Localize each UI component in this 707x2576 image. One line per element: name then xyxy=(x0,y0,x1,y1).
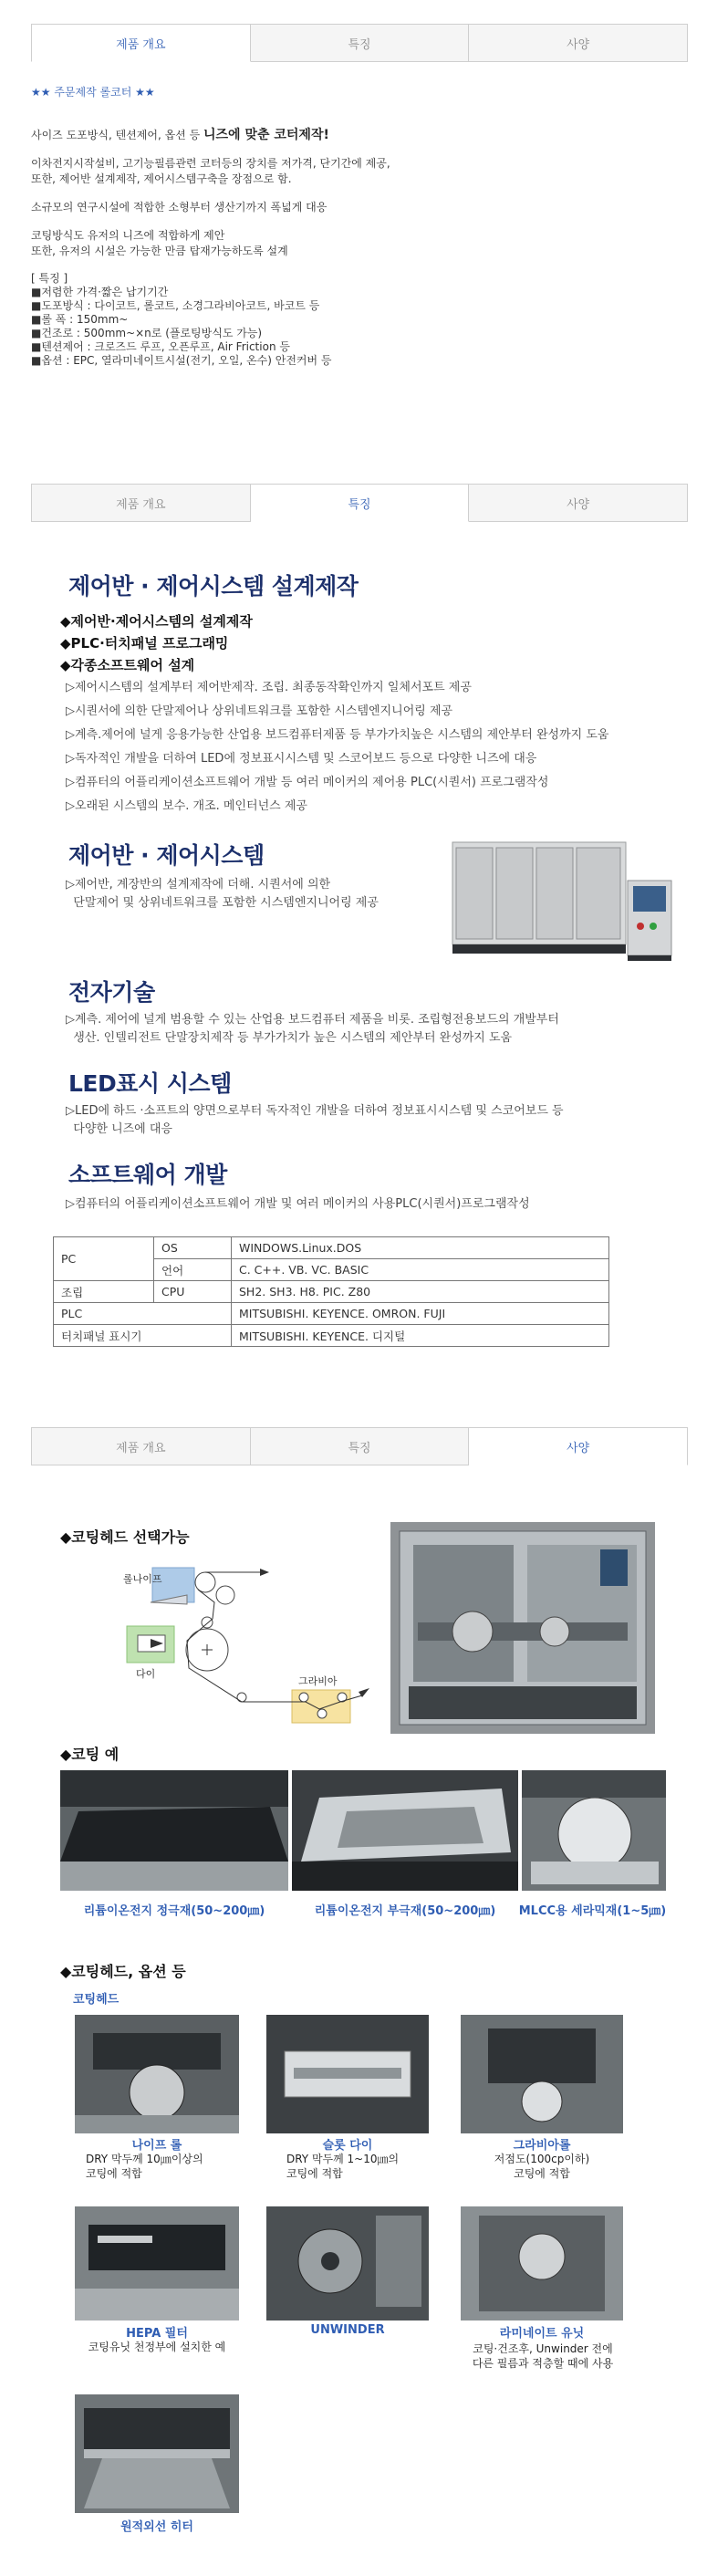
p3-line: 소규모의 연구시설에 적합한 소형부터 생산기까지 폭넓게 대응 xyxy=(31,201,328,214)
example-label: 리튬이온전지 부극재(50~200㎛) xyxy=(314,1904,496,1918)
tab-overview[interactable]: 제품 개요 xyxy=(31,484,251,521)
table-cell: 조립 xyxy=(54,1281,154,1303)
heading-electronics: 전자기술 xyxy=(68,979,155,1006)
software-text: ▷컴퓨터의 어플리케이션소프트웨어 개발 및 여러 메이커의 사용PLC(시퀀서)프로그램작성 xyxy=(66,1197,530,1211)
bullet-item: ◆각종소프트웨어 설계 xyxy=(60,657,195,673)
feature-item: ■도포방식 : 다이코트, 롤코트, 소경그라비아코트, 바코트 등 xyxy=(31,299,320,312)
table-cell: OS xyxy=(154,1237,232,1259)
coating-machine-photo xyxy=(390,1522,655,1734)
item-desc xyxy=(461,2152,623,2181)
table-row xyxy=(54,1303,609,1325)
table-cell: PC xyxy=(54,1237,154,1281)
label-gravure: 그라비아 xyxy=(298,1675,338,1687)
heading-control-system: 제어반 · 제어시스템 xyxy=(68,842,265,869)
heading-coating-examples: ◆코팅 예 xyxy=(60,1746,120,1763)
features-title: [ 특징 ] xyxy=(31,272,68,285)
tab-spec[interactable]: 사양 xyxy=(469,484,688,521)
overview-p3 xyxy=(31,200,688,215)
tab-overview[interactable]: 제품 개요 xyxy=(31,24,251,62)
heading-control-design: 제어반 · 제어시스템 설계제작 xyxy=(68,573,359,600)
text-line: ▷LED에 하드 ·소프트의 양면으로부터 독자적인 개발을 더하여 정보표시시스템 및 스코어보드 등 xyxy=(66,1104,564,1118)
table-cell: 터치패널 표시기 xyxy=(54,1325,232,1347)
text-line: 단말제어 및 상위네트워크를 포함한 시스템엔지니어링 제공 xyxy=(66,896,379,910)
example-label: MLCC용 세라믹재(1~5㎛) xyxy=(518,1904,667,1918)
control-panel-photo xyxy=(445,826,678,967)
coating-head-label: 코팅헤드 xyxy=(73,1993,120,2007)
laminate-unit-photo xyxy=(461,2206,623,2320)
table-cell: 언어 xyxy=(154,1259,232,1281)
text-line: ▷제어반, 계장반의 설계제작에 더해. 시퀀서에 의한 xyxy=(66,878,331,892)
heading-coating-options: ◆코팅헤드, 옵션 등 xyxy=(60,1963,186,1980)
feature-detail: ▷시퀀서에 의한 단말제어나 상위네트워크를 포함한 시스템엔지니어링 제공 xyxy=(66,704,453,718)
table-row xyxy=(54,1237,609,1259)
p4-line: 코팅방식도 유저의 니즈에 적합하게 제안 xyxy=(31,229,225,242)
control-system-text xyxy=(66,876,379,913)
tab-features[interactable]: 특징 xyxy=(251,484,470,522)
bullet-item: ◆제어반·제어시스템의 설계제작 xyxy=(60,613,253,630)
tab-bar-overview xyxy=(31,24,688,62)
table-cell: MITSUBISHI. KEYENCE. 디지털 xyxy=(232,1325,609,1347)
item-desc: 코팅유닛 천정부에 설치한 예 xyxy=(88,2341,226,2353)
software-spec-table xyxy=(53,1236,609,1347)
tab-bar-features xyxy=(31,484,688,522)
feature-item: ■롤 폭 : 150mm~ xyxy=(31,313,129,326)
desc-line: DRY 막두께 10㎛이상의 xyxy=(86,2153,203,2165)
label-knife-roll: 롤나이프 xyxy=(123,1573,162,1585)
item-label: 라미네이트 유닛 xyxy=(499,2327,585,2341)
example-photo-cathode xyxy=(60,1770,288,1891)
feature-detail: ▷제어시스템의 설계부터 제어반제작. 조립. 최종동작확인까지 일체서포트 제공 xyxy=(66,681,472,694)
intro-prefix: 사이즈 도포방식, 텐션제어, 옵션 등 xyxy=(31,129,203,141)
desc-line: 코팅에 적합 xyxy=(86,2167,142,2180)
feature-detail: ▷독자적인 개발을 더하여 LED에 정보표시시스템 및 스코어보드 등으로 다양한 니즈에 대응 xyxy=(66,752,537,766)
desc-line: 코팅·건조후, Unwinder 전에 xyxy=(473,2342,613,2355)
tab-features[interactable]: 특징 xyxy=(251,24,470,61)
p4-line: 또한, 유저의 시설은 가능한 만큼 탑재가능하도록 설계 xyxy=(31,245,288,257)
p2-line: 이차전지시작설비, 고기능필름관련 코터등의 장치를 저가격, 단기간에 제공, xyxy=(31,157,390,170)
feature-item: ■옵션 : EPC, 열라미네이트시설(전기, 오일, 온수) 안전커버 등 xyxy=(31,354,332,367)
table-cell: CPU xyxy=(154,1281,232,1303)
item-desc xyxy=(75,2152,221,2181)
table-row xyxy=(54,1281,609,1303)
desc-line: 저점도(100cp이하) xyxy=(494,2153,590,2165)
feature-item: ■건조로 : 500mm~×n로 (플로팅방식도 가능) xyxy=(31,327,263,339)
item-label: UNWINDER xyxy=(310,2323,385,2337)
item-label: 그라비아롤 xyxy=(513,2139,571,2153)
overview-p4 xyxy=(31,228,688,259)
item-label: HEPA 필터 xyxy=(126,2327,188,2341)
tab-spec[interactable]: 사양 xyxy=(469,24,688,61)
text-line: ▷계측. 제어에 널게 범용할 수 있는 산업용 보드컴퓨터 제품을 비롯. 조립형전용보드의 개발부터 xyxy=(66,1013,559,1027)
p2-line: 또한, 제어반 설계제작, 제어시스템구축을 장점으로 함. xyxy=(31,172,292,185)
feature-item: ■저렴한 가격·짧은 납기기간 xyxy=(31,286,169,298)
item-desc xyxy=(452,2341,634,2371)
tab-overview[interactable]: 제품 개요 xyxy=(31,1427,251,1465)
features-list xyxy=(31,272,688,368)
table-cell: MITSUBISHI. KEYENCE. OMRON. FUJI xyxy=(232,1303,609,1325)
desc-line: DRY 막두께 1~10㎛의 xyxy=(286,2153,400,2165)
intro-strong: 니즈에 맞춘 코터제작! xyxy=(203,128,329,142)
text-line: 다양한 니즈에 대응 xyxy=(66,1122,172,1136)
table-cell: PLC xyxy=(54,1303,232,1325)
tab-spec[interactable]: 사양 xyxy=(469,1427,688,1465)
table-cell: C. C++. VB. VC. BASIC xyxy=(232,1259,609,1281)
custom-label: ★★ 주문제작 롤코터 ★★ xyxy=(31,86,155,99)
example-photo-mlcc xyxy=(522,1770,666,1891)
example-label: 리튬이온전지 정극재(50~200㎛) xyxy=(83,1904,265,1918)
feature-detail: ▷컴퓨터의 어플리케이션소프트웨어 개발 등 여러 메이커의 제어용 PLC(시퀀서) 프로그램작성 xyxy=(66,776,549,789)
overview-p2 xyxy=(31,156,688,187)
item-desc xyxy=(266,2152,429,2181)
intro-line xyxy=(31,128,688,143)
unwinder-photo xyxy=(266,2206,429,2320)
feature-detail: ▷계측.제어에 널게 응용가능한 산업용 보드컴퓨터제품 등 부가가치높은 시스템의 제안부터 완성까지 도움 xyxy=(66,728,609,742)
example-photo-anode xyxy=(292,1770,518,1891)
heading-software: 소프트웨어 개발 xyxy=(68,1162,227,1188)
desc-line: 코팅에 적합 xyxy=(514,2167,570,2180)
led-text xyxy=(66,1102,564,1139)
far-infrared-heater-photo xyxy=(75,2394,239,2513)
heading-led: LED표시 시스템 xyxy=(68,1070,232,1097)
bullet-item: ◆PLC·터치패널 프로그래밍 xyxy=(60,635,229,652)
tab-bar-spec xyxy=(31,1427,688,1465)
heading-coating-head-select: ◆코팅헤드 선택가능 xyxy=(60,1528,190,1546)
feature-detail: ▷오래된 시스템의 보수. 개조. 메인터넌스 제공 xyxy=(66,799,307,813)
table-row xyxy=(54,1325,609,1347)
electronics-text xyxy=(66,1011,559,1048)
tab-features[interactable]: 특징 xyxy=(251,1427,470,1465)
feature-item: ■텐션제어 : 크로즈드 루프, 오픈루프, Air Friction 등 xyxy=(31,340,290,353)
overview-section xyxy=(31,85,688,368)
table-cell: SH2. SH3. H8. PIC. Z80 xyxy=(232,1281,609,1303)
table-cell: WINDOWS.Linux.DOS xyxy=(232,1237,609,1259)
desc-line: 코팅에 적합 xyxy=(286,2167,343,2180)
item-label: 슬롯 다이 xyxy=(322,2139,373,2153)
gravure-roll-photo xyxy=(461,2015,623,2133)
knife-roll-photo xyxy=(75,2015,239,2133)
label-die: 다이 xyxy=(136,1668,156,1680)
hepa-filter-photo xyxy=(75,2206,239,2320)
item-label: 원적외선 히터 xyxy=(120,2520,193,2534)
slot-die-photo xyxy=(266,2015,429,2133)
desc-line: 다른 필름과 적층할 때에 사용 xyxy=(472,2357,614,2370)
coating-head-diagram xyxy=(123,1551,383,1734)
item-label: 나이프 롤 xyxy=(131,2139,182,2153)
text-line: 생산. 인텔리전트 단말장치제작 등 부가가치가 높은 시스템의 제안부터 완성까지 도움 xyxy=(66,1031,513,1045)
